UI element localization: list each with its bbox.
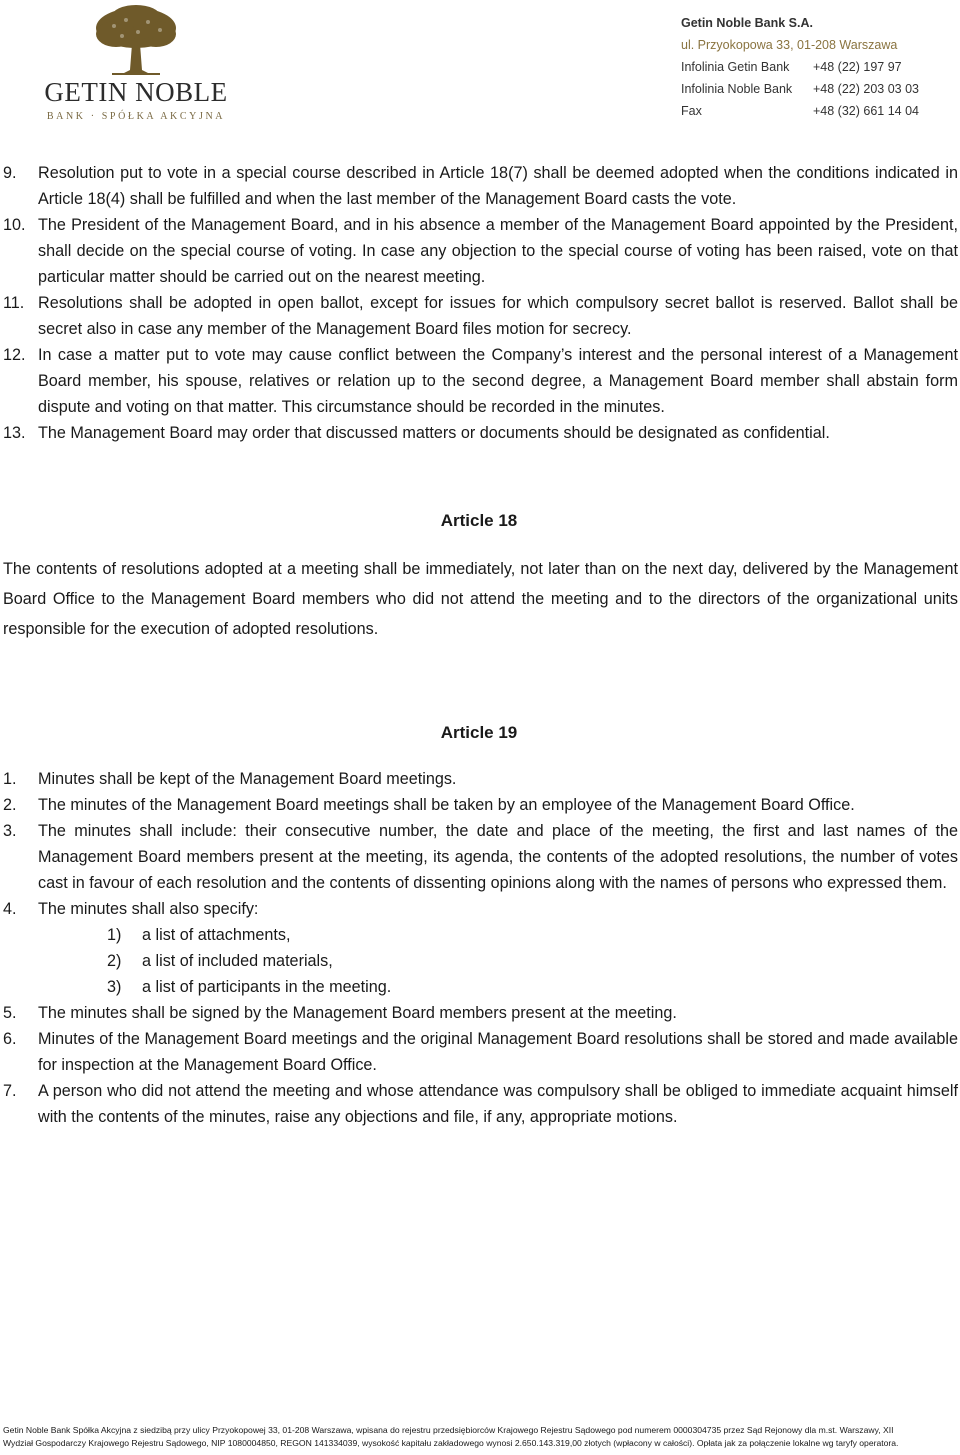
item-number: 11. — [3, 294, 25, 312]
list-item — [0, 1078, 958, 1130]
contact-value: +48 (22) 203 03 03 — [813, 82, 919, 96]
item-text: The Management Board may order that discussed matters or documents should be designated as confidential. — [38, 424, 830, 442]
list-item — [0, 792, 958, 818]
item-number: 12. — [3, 346, 26, 364]
item-text: The President of the Management Board, and in his absence a member of the Management Board appointed by the President, shall decide on the special course of voting. In case any objection to the special course of voting has been raised, vote on that particular matter should be carried out on the nearest meeting. — [38, 216, 958, 286]
list-item — [0, 290, 958, 342]
sub-list-item — [0, 922, 958, 948]
sub-item-text: a list of included materials, — [142, 952, 333, 970]
contact-label: Fax — [681, 104, 702, 118]
sub-list-item — [0, 974, 958, 1000]
contact-label: Infolinia Noble Bank — [681, 82, 793, 96]
contact-value: +48 (22) 197 97 — [813, 60, 902, 74]
company-name: Getin Noble Bank S.A. — [681, 16, 813, 30]
item-number: 1. — [3, 770, 17, 788]
contact-label: Infolinia Getin Bank — [681, 60, 790, 74]
item-text: In case a matter put to vote may cause conflict between the Company’s interest and the personal interest of a Management Board member, his spouse, relatives or relation up to the second degree, a Management Board member shall abstain form dispute and voting on that matter. This circumstance should be recorded in the minutes. — [38, 346, 958, 416]
tree-icon — [92, 4, 180, 76]
item-number: 10. — [3, 216, 26, 234]
company-address: ul. Przyokopowa 33, 01-208 Warszawa — [681, 38, 898, 52]
contact-row — [681, 78, 951, 100]
list-item — [0, 342, 958, 420]
item-number: 3. — [3, 822, 17, 840]
brand-name: GETIN NOBLE — [44, 77, 228, 107]
list-item — [0, 160, 958, 212]
letterhead — [0, 0, 960, 135]
footer-line: Wydział Gospodarczy Krajowego Rejestru Sądowego, NIP 1080004850, REGON 141334039, wysokość kapitału zakładowego wynosi 2.650.143.319,00 złotych (wpłacony w całości). Opłata jak za połączenie lokalne wg taryfy operatora. — [3, 1438, 899, 1448]
list-item — [0, 766, 958, 792]
contact-row — [681, 56, 951, 78]
contact-block — [681, 12, 951, 122]
article-19-heading: Article 19 — [440, 723, 518, 742]
item-number: 2. — [3, 796, 17, 814]
item-text: Minutes of the Management Board meetings and the original Management Board resolutions shall be stored and made available for inspection at the Management Board Office. — [38, 1030, 958, 1074]
sub-item-text: a list of participants in the meeting. — [142, 978, 392, 996]
item-text: The minutes shall include: their consecutive number, the date and place of the meeting, the first and last names of the Management Board members present at the meeting, its agenda, the contents of the adopted resolutions, the number of votes cast in favour of each resolution and the contents of dissenting opinions along with the names of persons who expressed them. — [38, 822, 958, 892]
item-number: 13. — [3, 424, 26, 442]
item-number: 7. — [3, 1082, 17, 1100]
contact-value: +48 (32) 661 14 04 — [813, 104, 919, 118]
document-body — [0, 160, 958, 1130]
article-18-heading: Article 18 — [440, 511, 518, 530]
list-item — [0, 420, 958, 446]
item-text: Resolution put to vote in a special course described in Article 18(7) shall be deemed adopted when the conditions indicated in Article 18(4) shall be fulfilled and when the last member of the Management Board casts the vote. — [38, 164, 958, 208]
footer-line: Getin Noble Bank Spółka Akcyjna z siedzibą przy ulicy Przyokopowej 33, 01-208 Warszawa, wpisana do rejestru przedsiębiorców Krajowego Rejestru Sądowego pod numerem 0000304735 przez Sąd Rejonowy dla m.st. Warszawy, XII — [3, 1425, 894, 1435]
item-text: The minutes of the Management Board meetings shall be taken by an employee of the Management Board Office. — [38, 796, 855, 814]
item-number: 6. — [3, 1030, 17, 1048]
item-number: 9. — [3, 164, 17, 182]
item-text: A person who did not attend the meeting and whose attendance was compulsory shall be obliged to immediate acquaint himself with the contents of the minutes, raise any objections and file, if any, appropriate motions. — [38, 1082, 958, 1126]
brand-subtitle: BANK · SPÓŁKA AKCYJNA — [46, 111, 226, 122]
item-text: The minutes shall also specify: — [38, 900, 259, 918]
sub-item-number: 3) — [107, 978, 122, 996]
item-number: 4. — [3, 900, 17, 918]
list-item — [0, 1026, 958, 1078]
list-item — [0, 896, 958, 922]
sub-item-number: 1) — [107, 926, 122, 944]
item-text: Minutes shall be kept of the Management Board meetings. — [38, 770, 457, 788]
list-item — [0, 818, 958, 896]
item-text: The minutes shall be signed by the Management Board members present at the meeting. — [38, 1004, 677, 1022]
getin-noble-logo — [36, 4, 236, 128]
legal-footer — [3, 1424, 958, 1450]
article-18-paragraph: The contents of resolutions adopted at a meeting shall be immediately, not later than on the next day, delivered by the Management Board Office to the Management Board members who did not attend the meeting and to the directors of the organizational units responsible for the execution of adopted resolutions. — [3, 560, 958, 638]
sub-list-item — [0, 948, 958, 974]
list-item — [0, 212, 958, 290]
sub-item-text: a list of attachments, — [142, 926, 291, 944]
sub-item-number: 2) — [107, 952, 122, 970]
list-item — [0, 1000, 958, 1026]
item-text: Resolutions shall be adopted in open ballot, except for issues for which compulsory secret ballot is reserved. Ballot shall be secret also in case any member of the Management Board files motion for secrecy. — [38, 294, 958, 338]
contact-row — [681, 100, 951, 122]
item-number: 5. — [3, 1004, 17, 1022]
